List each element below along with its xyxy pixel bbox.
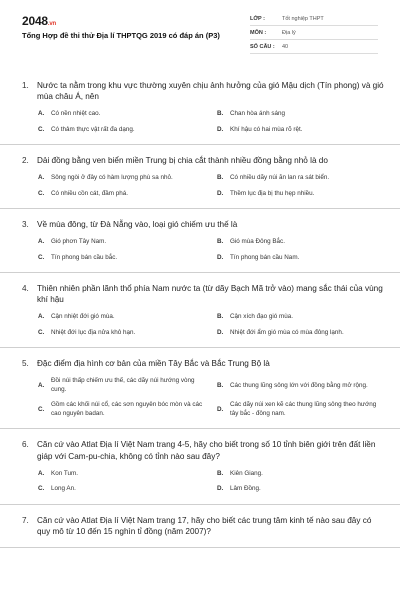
option-text: Cận xích đạo gió mùa. — [230, 313, 294, 321]
option-letter: B. — [217, 110, 224, 118]
answer-option[interactable] — [38, 238, 207, 247]
question-stem — [22, 283, 386, 305]
answer-option[interactable] — [217, 329, 386, 338]
question-item — [0, 505, 400, 548]
answer-options — [22, 238, 386, 262]
logo-text: 2048 — [22, 14, 48, 28]
option-letter: D. — [217, 405, 224, 413]
answer-option[interactable] — [38, 190, 207, 199]
option-letter: A. — [38, 174, 45, 182]
exam-header — [0, 0, 400, 64]
exam-info-table — [250, 12, 378, 54]
question-number: 1. — [22, 81, 29, 90]
question-stem — [22, 439, 386, 461]
info-row-subject — [250, 26, 378, 40]
option-text: Các thung lũng sông lớn với đồng bằng mở rộng. — [230, 381, 368, 389]
page-title: Tổng Hợp đề thi thử Địa lí THPTQG 2019 có đáp án (P3) — [22, 31, 220, 40]
question-stem — [22, 80, 386, 102]
option-text: Đồi núi thấp chiếm ưu thế, các dãy núi hướng vòng cung. — [51, 377, 195, 393]
option-letter: A. — [38, 238, 45, 246]
option-letter: C. — [38, 125, 45, 133]
question-stem — [22, 155, 386, 166]
question-text: Căn cứ vào Atlat Địa lí Việt Nam trang 4-5, hãy cho biết trong số 10 tỉnh biên giới trên đất liền giáp với Cam-pu-chia, không có tỉnh nào sau đây? — [37, 440, 376, 461]
question-number: 3. — [22, 220, 29, 230]
question-item — [0, 429, 400, 504]
answer-option[interactable] — [38, 254, 207, 263]
info-key: SỐ CÂU : — [250, 43, 275, 50]
logo-suffix: .vn — [47, 21, 56, 27]
answer-option[interactable] — [217, 190, 386, 199]
option-text: Gió phơn Tây Nam. — [51, 238, 107, 246]
option-letter: D. — [217, 253, 224, 261]
option-letter: A. — [38, 313, 45, 321]
question-text: Dải đồng bằng ven biển miền Trung bị chia cắt thành nhiều đồng bằng nhỏ là do — [37, 156, 328, 166]
option-letter: B. — [217, 469, 224, 477]
option-text: Kon Tum. — [51, 469, 78, 477]
info-value: Địa lý — [282, 29, 296, 36]
option-text: Long An. — [51, 485, 76, 493]
question-number: 6. — [22, 440, 29, 450]
info-row-count — [250, 40, 378, 54]
option-letter: B. — [217, 381, 224, 389]
question-number: 5. — [22, 359, 29, 369]
question-item — [0, 209, 400, 273]
answer-option[interactable] — [38, 126, 207, 135]
answer-options — [22, 313, 386, 337]
answer-options — [22, 377, 386, 418]
option-letter: A. — [38, 381, 45, 389]
question-text: Về mùa đông, từ Đà Nẵng vào, loại gió chiếm ưu thế là — [37, 220, 238, 230]
option-letter: D. — [217, 485, 224, 493]
question-item — [0, 273, 400, 348]
answer-option[interactable] — [217, 110, 386, 119]
option-letter: D. — [217, 189, 224, 197]
option-text: Chan hòa ánh sáng — [230, 110, 285, 118]
answer-option[interactable] — [38, 174, 207, 183]
option-text: Sông ngòi ở đây có hàm lượng phù sa nhỏ. — [51, 174, 173, 182]
answer-option[interactable] — [217, 485, 386, 494]
question-item — [0, 70, 400, 145]
question-item — [0, 145, 400, 209]
answer-option[interactable] — [217, 401, 386, 418]
option-letter: D. — [217, 125, 224, 133]
option-text: Có thảm thực vật rất đa dạng. — [51, 125, 135, 133]
answer-option[interactable] — [217, 238, 386, 247]
answer-option[interactable] — [38, 377, 207, 394]
option-letter: D. — [217, 328, 224, 336]
option-letter: B. — [217, 238, 224, 246]
option-text: Lâm Đồng. — [230, 485, 261, 493]
option-text: Có nền nhiệt cao. — [51, 110, 101, 118]
answer-option[interactable] — [217, 126, 386, 135]
info-value: 40 — [282, 43, 289, 50]
question-text: Đặc điểm địa hình cơ bản của miền Tây Bắc và Bắc Trung Bộ là — [37, 359, 270, 369]
option-text: Thềm lục địa bị thu hẹp nhiều. — [230, 189, 315, 197]
option-letter: A. — [38, 110, 45, 118]
answer-option[interactable] — [38, 401, 207, 418]
question-number: 4. — [22, 284, 29, 294]
option-text: Các dãy núi xen kẽ các thung lũng sông theo hướng tây bắc - đông nam. — [230, 401, 377, 417]
info-key: MÔN : — [250, 29, 267, 36]
option-text: Nhiệt đới ẩm gió mùa có mùa đông lạnh. — [230, 328, 344, 336]
info-row-class — [250, 12, 378, 26]
option-letter: C. — [38, 189, 45, 197]
answer-option[interactable] — [217, 313, 386, 322]
answer-option[interactable] — [38, 329, 207, 338]
site-logo[interactable] — [22, 14, 56, 28]
option-text: Khí hậu có hai mùa rõ rệt. — [230, 125, 303, 133]
option-text: Có nhiều cồn cát, đầm phá. — [51, 189, 129, 197]
question-text: Thiên nhiên phần lãnh thổ phía Nam nước ta (từ dãy Bạch Mã trở vào) mang sắc thái của vùng khí hậu — [37, 284, 383, 305]
option-text: Tín phong bán cầu bắc. — [51, 253, 118, 261]
answer-options — [22, 174, 386, 198]
option-text: Gồm các khối núi cổ, các sơn nguyên bóc mòn và các cao nguyên badan. — [51, 401, 203, 417]
question-item — [0, 348, 400, 429]
option-text: Gió mùa Đông Bắc. — [230, 238, 285, 246]
option-text: Cận nhiệt đới gió mùa. — [51, 313, 115, 321]
option-letter: B. — [217, 174, 224, 182]
option-text: Có nhiều dãy núi ăn lan ra sát biển. — [230, 174, 330, 182]
option-letter: C. — [38, 485, 45, 493]
info-value: Tốt nghiệp THPT — [282, 15, 324, 22]
answer-option[interactable] — [217, 174, 386, 183]
option-letter: C. — [38, 253, 45, 261]
answer-option[interactable] — [38, 485, 207, 494]
option-text: Kiên Giang. — [230, 469, 263, 477]
answer-option[interactable] — [38, 110, 207, 119]
question-number: 2. — [22, 156, 29, 166]
answer-option[interactable] — [38, 313, 207, 322]
option-text: Nhiệt đới lục địa nửa khô hạn. — [51, 328, 136, 336]
option-text: Tín phong bán cầu Nam. — [230, 253, 300, 261]
question-number: 7. — [22, 515, 29, 525]
question-stem — [22, 515, 386, 537]
question-stem — [22, 219, 386, 230]
info-key: LỚP : — [250, 15, 265, 22]
answer-option[interactable] — [217, 470, 386, 479]
answer-option[interactable] — [217, 377, 386, 394]
answer-options — [22, 110, 386, 134]
option-letter: C. — [38, 405, 45, 413]
question-text: Căn cứ vào Atlat Địa lí Việt Nam trang 17, hãy cho biết các trung tâm kinh tế nào sau đây có quy mô từ 10 đến 15 nghìn tỉ đồng (năm 2007)? — [37, 515, 372, 536]
answer-option[interactable] — [217, 254, 386, 263]
option-letter: C. — [38, 328, 45, 336]
question-list — [0, 70, 400, 548]
question-text: Nước ta nằm trong khu vực thường xuyên chịu ảnh hưởng của gió Mậu dịch (Tín phong) và gió mùa châu Á, nên — [37, 81, 384, 102]
answer-options — [22, 470, 386, 494]
answer-option[interactable] — [38, 470, 207, 479]
option-letter: B. — [217, 313, 224, 321]
question-stem — [22, 358, 386, 369]
option-letter: A. — [38, 469, 45, 477]
